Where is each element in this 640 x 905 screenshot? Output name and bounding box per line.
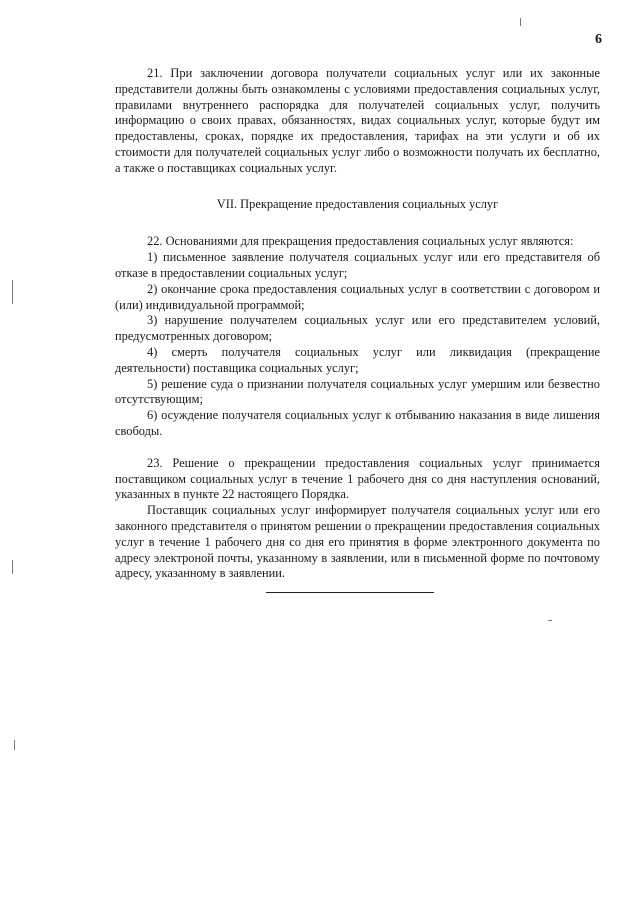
- paragraph-22-intro: 22. Основаниями для прекращения предоставления социальных услуг являются:: [147, 234, 574, 249]
- scan-mark: [520, 18, 521, 26]
- list-item: 3) нарушение получателем социальных услуг или его представителем условий, предусмотренных договором;: [115, 313, 600, 344]
- scan-mark: [548, 620, 552, 621]
- list-item: 4) смерть получателя социальных услуг или ликвидация (прекращение деятельности) поставщика социальных услуг;: [115, 344, 600, 375]
- list-item: 5) решение суда о признании получателя социальных услуг умершим или безвестно отсутствующим;: [115, 376, 600, 407]
- scan-mark: [12, 560, 13, 574]
- section-title: VII. Прекращение предоставления социальных услуг: [216, 196, 499, 211]
- paragraph-23: 23. Решение о прекращении предоставления социальных услуг принимается поставщиком социальных услуг в течение 1 рабочего дня со дня наступления оснований, указанных в пункте 22 настоящего Порядка.: [115, 455, 600, 502]
- page-number: 6: [595, 32, 602, 47]
- list-item: 2) окончание срока предоставления социальных услуг в соответствии с договором и (или) индивидуальной программой;: [115, 281, 600, 312]
- paragraph-23-notice: Поставщик социальных услуг информирует получателя социальных услуг или его законного представителя о принятом решении о прекращении предоставления социальных услуг в течение 1 рабочего дня со дня его принятия в форме электронного документа по адресу электроной почты, указанному в заявлении, или в письменной форме по почтовому адресу, указанному в заявлении.: [115, 503, 600, 581]
- closing-rule: [266, 592, 434, 593]
- list-item: 6) осуждение получателя социальных услуг к отбыванию наказания в виде лишения свободы.: [115, 408, 600, 438]
- list-item: 1) письменное заявление получателя социальных услуг или его представителя об отказе в предоставлении социальных услуг;: [115, 250, 600, 280]
- paragraph-21: 21. При заключении договора получатели социальных услуг или их законные представители должны быть ознакомлены с условиями предоставления социальных услуг, правилами внутреннего распорядка для получателей социальных услуг, получить информацию о своих правах, обязанностях, видах социальных услуг, которые будут им предоставлены, сроках, порядке их предоставления, тарифах на эти услуги и об их стоимости для получателей социальных услуг либо о возможности получать их бесплатно, а также о поставщиках социальных услуг.: [115, 66, 600, 175]
- paragraph-spacer: [115, 440, 600, 456]
- document-body: [115, 66, 600, 582]
- scan-mark: [14, 740, 15, 750]
- scan-mark: [12, 280, 13, 304]
